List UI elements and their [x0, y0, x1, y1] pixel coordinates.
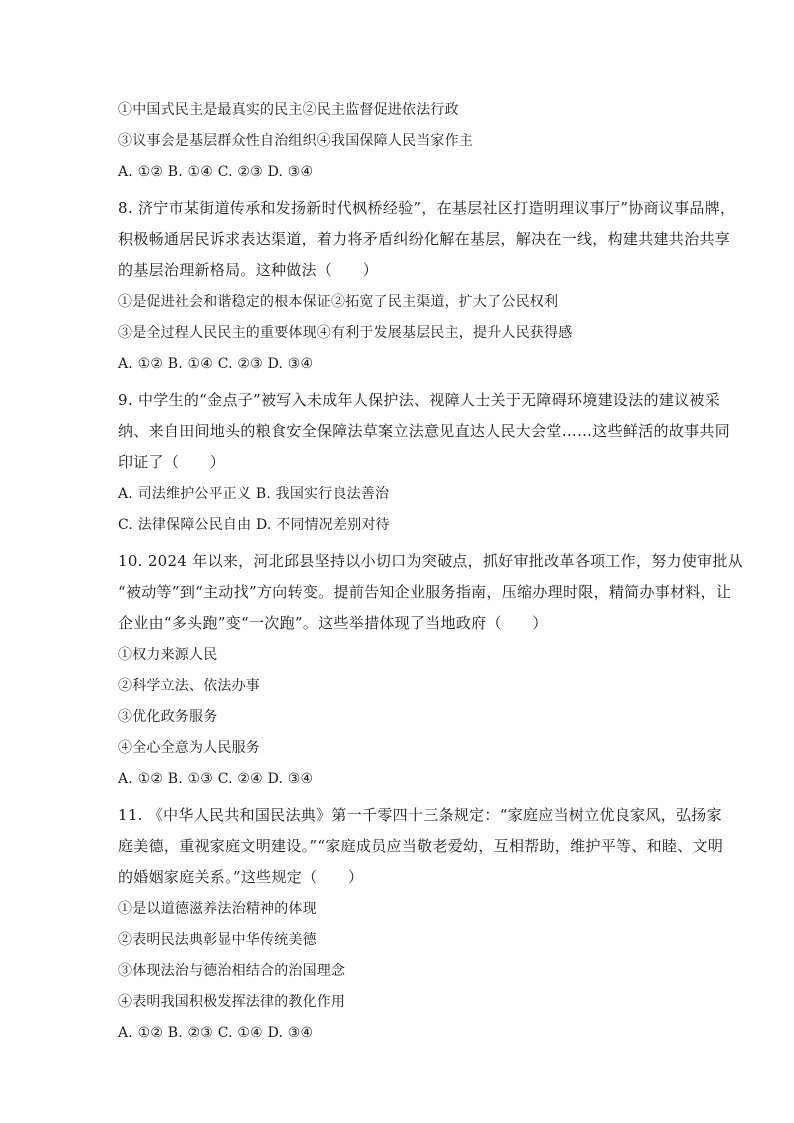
q10-answer-choices: A. ①② B. ①③ C. ②④ D. ③④: [118, 771, 314, 787]
q10-option-4: ④全心全意为人民服务: [118, 740, 260, 756]
question-11: [118, 800, 724, 1044]
q9-stem-line-1: 9. 中学生的“金点子”被写入未成年人保护法、视障人士关于无障碍环境建设法的建议被采: [118, 391, 721, 409]
question-10: [118, 546, 744, 790]
q8-answer-choices: A. ①② B. ①④ C. ②③ D. ③④: [118, 356, 314, 372]
q10-option-2: ②科学立法、依法办事: [118, 678, 260, 694]
q9-answer-choices-line-2: C. 法律保障公民自由 D. 不同情况差别对待: [118, 517, 390, 533]
q9-stem-line-3: 印证了（ ）: [118, 453, 226, 471]
q8-stem-line-1: 8. 济宁市某街道传承和发扬新时代枫桥经验”，在基层社区打造明理议事厅”协商议事品牌，: [118, 199, 736, 217]
question-7: [118, 100, 678, 183]
q11-option-1: ①是以道德滋养法治精神的体现: [118, 901, 317, 917]
q11-stem-line-3: 的婚姻家庭关系。”这些规定（ ）: [118, 868, 364, 886]
q8-stem-line-2: 积极畅通居民诉求表达渠道，着力将矛盾纠纷化解在基层，解决在一线，构建共建共治共享: [118, 230, 731, 248]
q11-stem-line-2: 庭美德，重视家庭文明建设。”“家庭成员应当敬老爱幼，互相帮助，维护平等、和睦、文明: [118, 837, 724, 855]
q11-stem-line-1: 11. 《中华人民共和国民法典》第一千零四十三条规定：“家庭应当树立优良家风，弘扬家: [118, 806, 722, 824]
q9-answer-choices-line-1: A. 司法维护公平正义 B. 我国实行良法善治: [118, 486, 390, 502]
exam-page: [118, 100, 744, 1054]
question-8: [118, 193, 736, 375]
q9-stem-line-2: 纳、来自田间地头的粮食安全保障法草案立法意见直达人民大会堂……这些鲜活的故事共同: [118, 422, 731, 440]
q10-option-3: ③优化政务服务: [118, 709, 218, 725]
question-9: [118, 385, 731, 536]
q10-option-1: ①权力来源人民: [118, 647, 218, 663]
q10-stem-line-2: “被动等”到“主动找”方向转变。提前告知企业服务指南，压缩办理时限，精简办事材料，让: [118, 583, 732, 601]
q11-option-3: ③体现法治与德治相结合的治国理念: [118, 963, 346, 979]
q8-options-line-1: ①是促进社会和谐稳定的根本保证②拓宽了民主渠道，扩大了公民权利: [118, 294, 559, 310]
q8-options-line-2: ③是全过程人民民主的重要体现④有利于发展基层民主，提升人民获得感: [118, 325, 573, 341]
q11-option-4: ④表明我国积极发挥法律的教化作用: [118, 994, 346, 1010]
q7-answer-choices: A. ①② B. ①④ C. ②③ D. ③④: [118, 164, 314, 180]
q10-stem-line-3: 企业由“多头跑”变“一次跑”。这些举措体现了当地政府（ ）: [118, 614, 548, 632]
q7-options-line-1: ①中国式民主是最真实的民主②民主监督促进依法行政: [118, 102, 459, 118]
q11-answer-choices: A. ①② B. ②③ C. ①④ D. ③④: [118, 1025, 314, 1041]
q10-stem-line-1: 10. 2024 年以来，河北邱县坚持以小切口为突破点，抓好审批改革各项工作，努力使审批从: [118, 552, 744, 570]
q7-options-line-2: ③议事会是基层群众性自治组织④我国保障人民当家作主: [118, 133, 473, 149]
q8-stem-line-3: 的基层治理新格局。这种做法（ ）: [118, 261, 379, 279]
q11-option-2: ②表明民法典彰显中华传统美德: [118, 932, 317, 948]
